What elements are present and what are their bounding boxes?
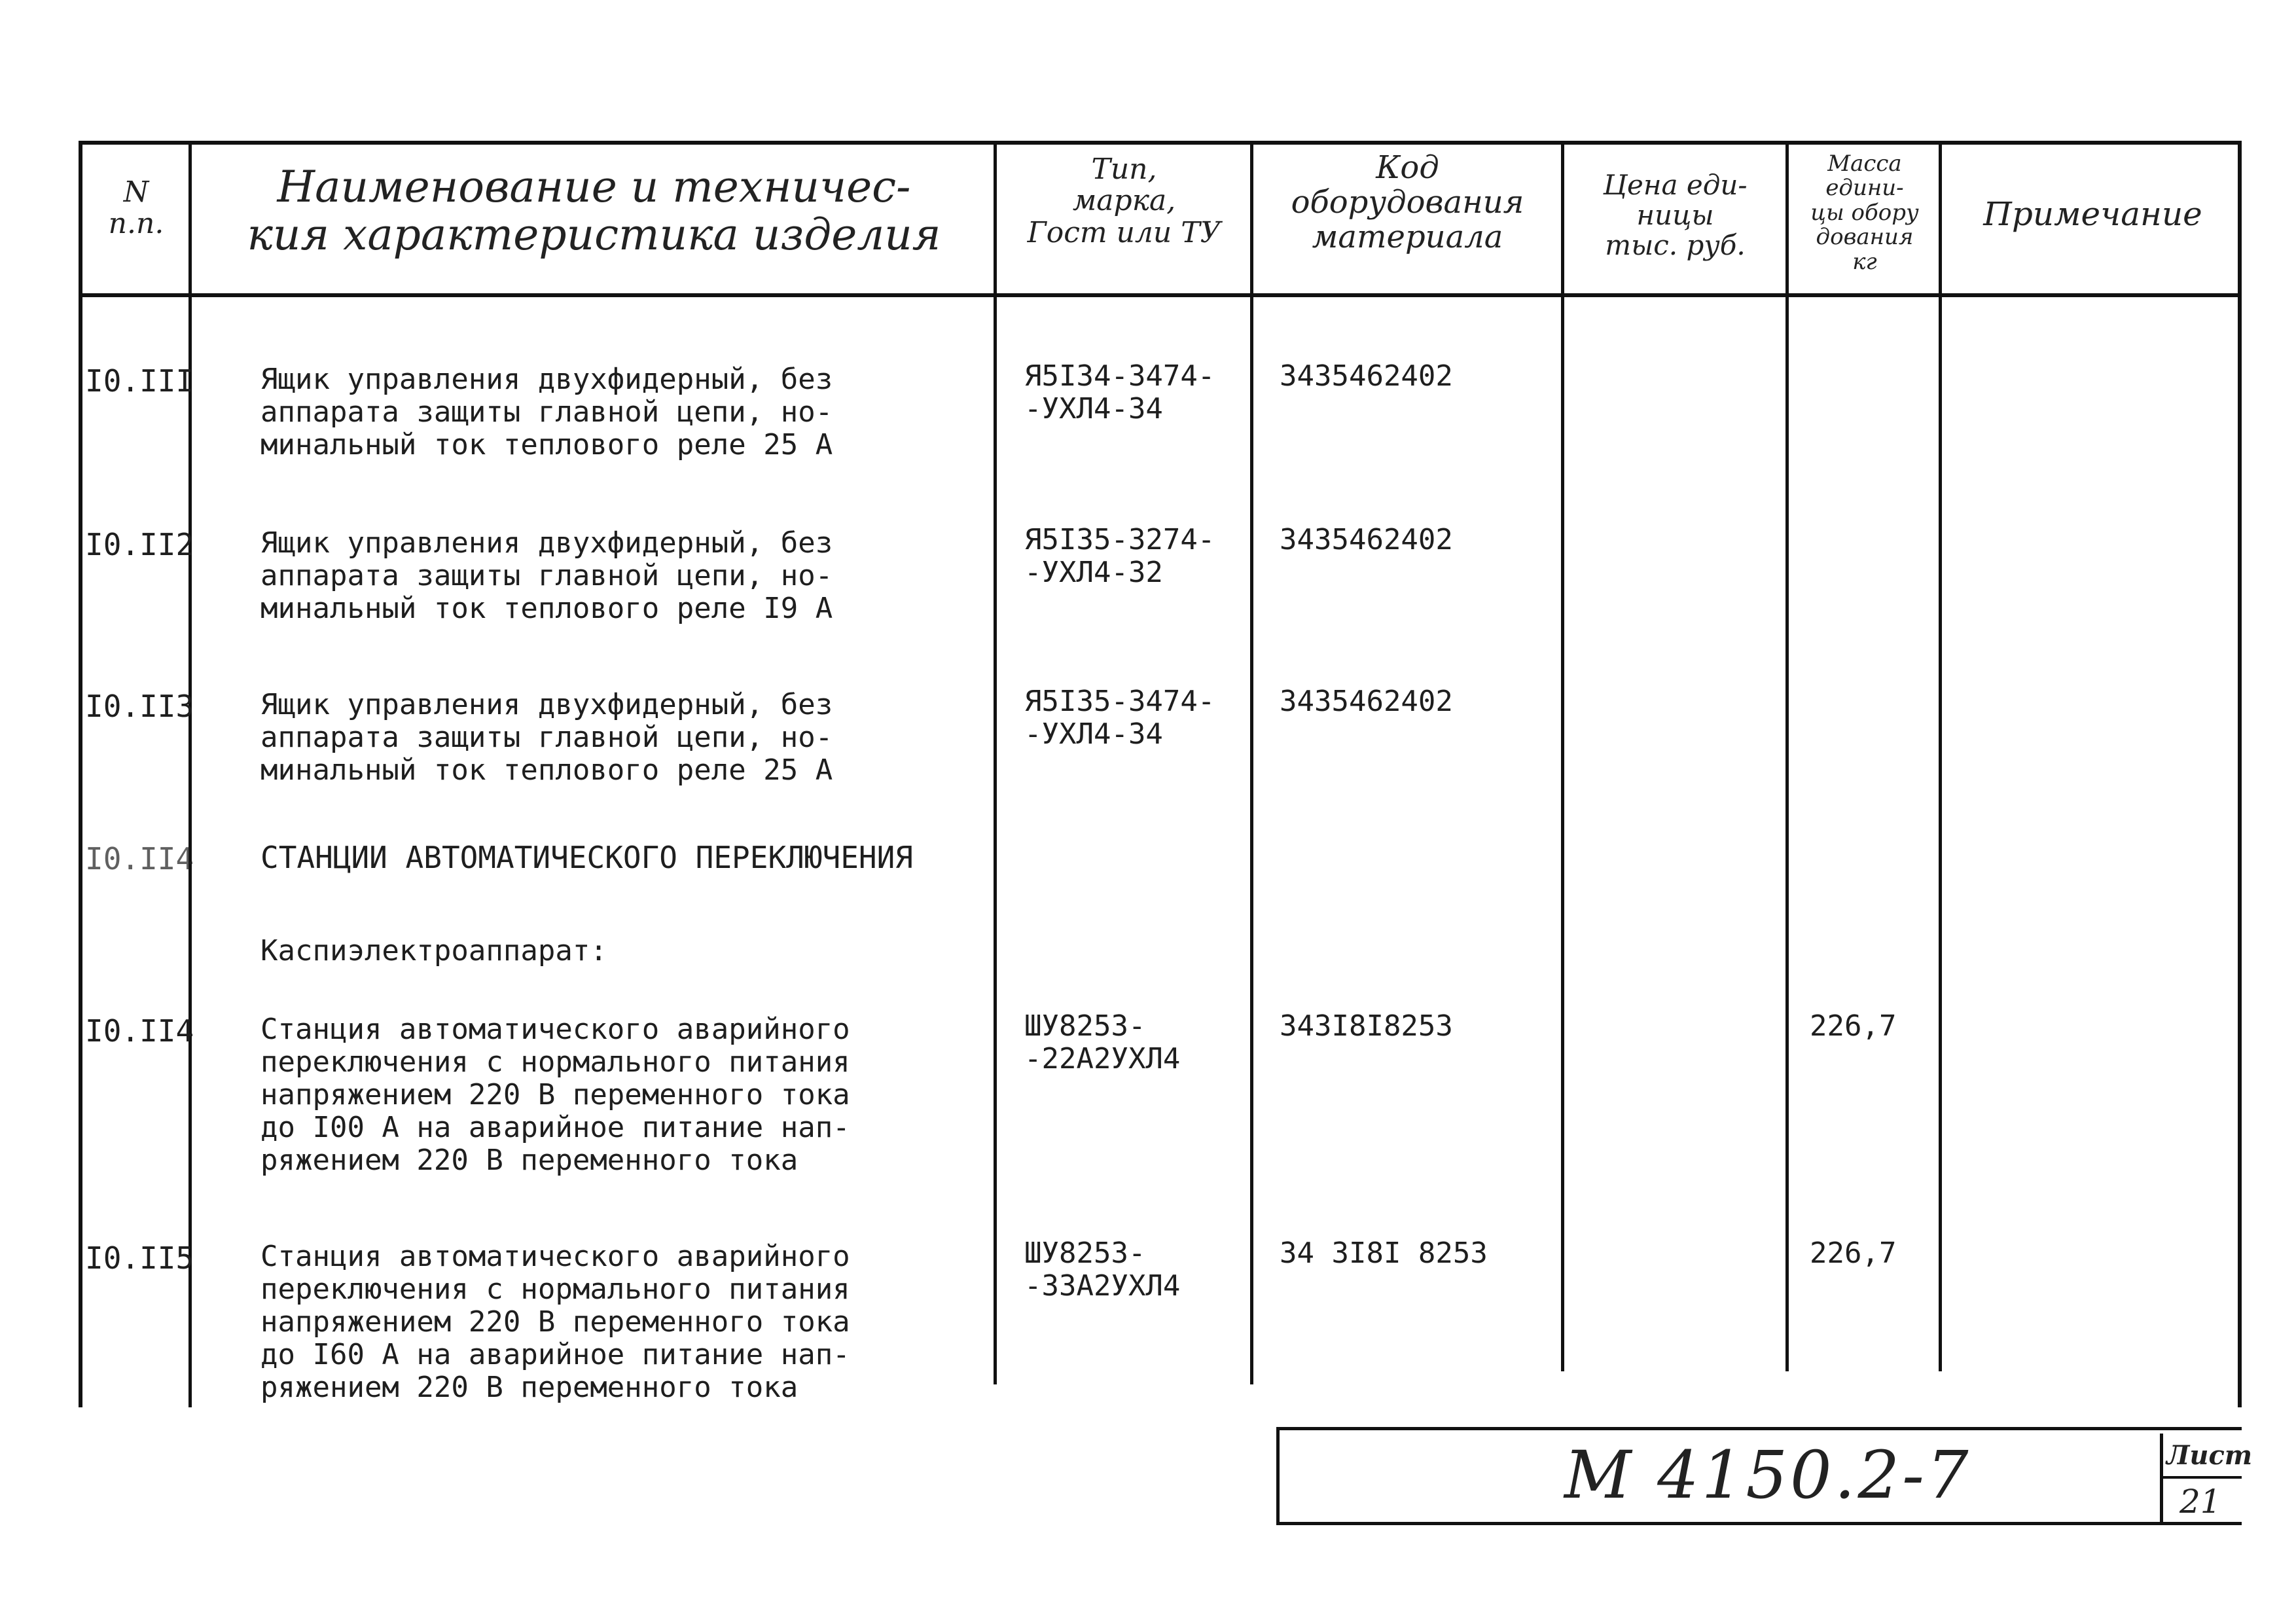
row-no: I0.II3 [85, 689, 194, 724]
col-divider-6 [1939, 141, 1942, 1371]
sheet-label: Лист [2166, 1440, 2253, 1471]
manufacturer-label: Каспиэлектроаппарат: [260, 934, 607, 967]
row-type: Я5I35-3474- -УХЛ4-34 [1024, 685, 1215, 751]
header-price: Цена еди- ницы тыс. руб. [1603, 169, 1748, 262]
row-name: Ящик управления двухфидерный, без аппарата защиты главной цепи, но- минальный ток теплового реле 25 А [260, 363, 833, 461]
col-divider-1 [188, 141, 192, 1407]
col-divider-2 [994, 141, 997, 1384]
col-divider-4 [1561, 141, 1564, 1371]
row-code: 3435462402 [1280, 685, 1453, 718]
row-no: I0.II4 [85, 1013, 194, 1049]
header-no: N п.п. [108, 175, 164, 241]
header-name: Наименование и техничес- кия характеристика изделия [247, 162, 941, 260]
row-type: ШУ8253- -33А2УХЛ4 [1024, 1236, 1181, 1303]
sheet-divider [2160, 1476, 2242, 1479]
header-note: Примечание [1983, 195, 2202, 233]
sheet-number: 21 [2179, 1483, 2221, 1521]
row-no: I0.II5 [85, 1240, 194, 1276]
row-code: 3435462402 [1280, 359, 1453, 393]
row-name: Станция автоматического аварийного переключения с нормального питания напряжением 220 В переменного тока до I60 А на аварийное питание нап- ряжением 220 В переменного тока [260, 1240, 850, 1404]
row-type: Я5I35-3274- -УХЛ4-32 [1024, 523, 1215, 589]
row-type: Я5I34-3474- -УХЛ4-34 [1024, 359, 1215, 425]
header-code: Код оборудования материала [1291, 149, 1524, 255]
row-code: 343I8I8253 [1280, 1009, 1453, 1043]
row-name: Ящик управления двухфидерный, без аппарата защиты главной цепи, но- минальный ток теплового реле 25 А [260, 688, 833, 787]
header-divider [79, 293, 2242, 297]
row-code: 3435462402 [1280, 523, 1453, 556]
bottom-border [1276, 1522, 2242, 1525]
col-divider-3 [1250, 141, 1253, 1384]
header-mass: Масса едини- цы обору дования кг [1810, 151, 1919, 275]
row-mass: 226,7 [1810, 1236, 1897, 1270]
row-name: Станция автоматического аварийного переключения с нормального питания напряжением 220 В переменного тока до I00 А на аварийное питание нап- ряжением 220 В переменного тока [260, 1013, 850, 1177]
header-type: Тип, марка, Гост или ТУ [1027, 153, 1221, 249]
section-heading: СТАНЦИИ АВТОМАТИЧЕСКОГО ПЕРЕКЛЮЧЕНИЯ [260, 840, 913, 875]
row-no: I0.II2 [85, 527, 194, 562]
row-mass: 226,7 [1810, 1009, 1897, 1043]
row-type: ШУ8253- -22А2УХЛ4 [1024, 1009, 1181, 1075]
row-name: Ящик управления двухфидерный, без аппарата защиты главной цепи, но- минальный ток теплового реле I9 А [260, 526, 833, 625]
col-divider-5 [1785, 141, 1789, 1371]
row-no: I0.III [85, 363, 194, 399]
row-code: 34 3I8I 8253 [1280, 1236, 1488, 1270]
document-code: М 4150.2-7 [1564, 1437, 1971, 1513]
row-no: I0.II4 [85, 841, 194, 876]
